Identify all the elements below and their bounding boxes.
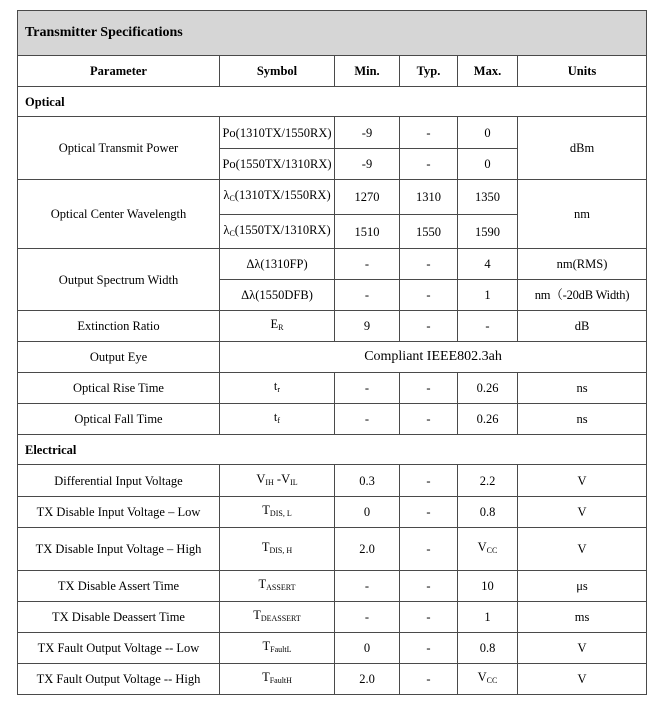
- symbol-cell: $T_{FaultL}$: [220, 633, 335, 664]
- param-cell: Optical Transmit Power: [18, 117, 220, 180]
- min-cell: 9: [335, 311, 400, 342]
- units-cell: V: [518, 664, 647, 695]
- units-cell: nm（-20dB Width): [518, 280, 647, 311]
- table-row: [18, 311, 647, 342]
- max-cell: 1: [458, 280, 518, 311]
- units-cell: V: [518, 465, 647, 497]
- param-cell: Optical Center Wavelength: [18, 180, 220, 249]
- max-cell: 4: [458, 249, 518, 280]
- units-cell: μs: [518, 571, 647, 602]
- table-row: [18, 117, 647, 149]
- min-cell: 0: [335, 497, 400, 528]
- symbol-cell: Po(1310TX/1550RX): [220, 117, 335, 149]
- header-min: Min.: [335, 56, 400, 87]
- typ-cell: -: [400, 465, 458, 497]
- typ-cell: -: [400, 664, 458, 695]
- symbol-cell: Δλ(1550DFB): [220, 280, 335, 311]
- symbol-cell: $V_{IH}$ $-V_{IL}$: [220, 465, 335, 497]
- symbol-cell: $E_R$: [220, 311, 335, 342]
- symbol-cell: $T_{DIS, L}$: [220, 497, 335, 528]
- max-cell: 2.2: [458, 465, 518, 497]
- header-typ: Typ.: [400, 56, 458, 87]
- param-cell: Optical Fall Time: [18, 404, 220, 435]
- units-cell: ns: [518, 404, 647, 435]
- section-optical: Optical: [18, 87, 647, 117]
- table-row: [18, 465, 647, 497]
- table-row: [18, 342, 647, 373]
- min-cell: -: [335, 404, 400, 435]
- header-units: Units: [518, 56, 647, 87]
- header-symbol: Symbol: [220, 56, 335, 87]
- symbol-cell: $T_{FaultH}$: [220, 664, 335, 695]
- units-cell: ms: [518, 602, 647, 633]
- symbol-cell: $\lambda_C(1550TX/1310RX)$: [220, 215, 335, 249]
- max-cell: 0: [458, 149, 518, 180]
- header-parameter: Parameter: [18, 56, 220, 87]
- table-row: [18, 249, 647, 280]
- min-cell: 2.0: [335, 528, 400, 571]
- header-max: Max.: [458, 56, 518, 87]
- max-cell: 0: [458, 117, 518, 149]
- max-cell: 0.26: [458, 373, 518, 404]
- max-cell: 0.8: [458, 497, 518, 528]
- min-cell: -: [335, 571, 400, 602]
- value-cell: Compliant IEEE802.3ah: [220, 342, 647, 373]
- units-cell: ns: [518, 373, 647, 404]
- table-row: [18, 571, 647, 602]
- symbol-cell: $T_{DEASSERT}$: [220, 602, 335, 633]
- symbol-cell: Po(1550TX/1310RX): [220, 149, 335, 180]
- table-row: [18, 180, 647, 215]
- typ-cell: -: [400, 311, 458, 342]
- table-row: [18, 497, 647, 528]
- typ-cell: -: [400, 602, 458, 633]
- min-cell: 0: [335, 633, 400, 664]
- typ-cell: -: [400, 571, 458, 602]
- param-cell: TX Disable Deassert Time: [18, 602, 220, 633]
- symbol-cell: $T_{DIS, H}$: [220, 528, 335, 571]
- typ-cell: 1550: [400, 215, 458, 249]
- min-cell: 1270: [335, 180, 400, 215]
- param-cell: Output Eye: [18, 342, 220, 373]
- header-row: [18, 56, 647, 87]
- table-title: Transmitter Specifications: [18, 11, 647, 56]
- symbol-cell: $t_r$: [220, 373, 335, 404]
- param-cell: TX Disable Assert Time: [18, 571, 220, 602]
- max-cell: 0.26: [458, 404, 518, 435]
- typ-cell: -: [400, 249, 458, 280]
- symbol-cell: Δλ(1310FP): [220, 249, 335, 280]
- min-cell: -: [335, 602, 400, 633]
- max-cell: -: [458, 311, 518, 342]
- max-cell: $V_{CC}$: [458, 664, 518, 695]
- param-cell: Optical Rise Time: [18, 373, 220, 404]
- param-cell: TX Disable Input Voltage – High: [18, 528, 220, 571]
- min-cell: -: [335, 249, 400, 280]
- units-cell: dB: [518, 311, 647, 342]
- max-cell: 1350: [458, 180, 518, 215]
- param-cell: TX Disable Input Voltage – Low: [18, 497, 220, 528]
- table-row: [18, 373, 647, 404]
- max-cell: $V_{CC}$: [458, 528, 518, 571]
- param-cell: Differential Input Voltage: [18, 465, 220, 497]
- typ-cell: -: [400, 117, 458, 149]
- min-cell: 1510: [335, 215, 400, 249]
- typ-cell: -: [400, 373, 458, 404]
- units-cell: V: [518, 528, 647, 571]
- table-row: [18, 664, 647, 695]
- typ-cell: -: [400, 404, 458, 435]
- symbol-cell: $T_{ASSERT}$: [220, 571, 335, 602]
- units-cell: V: [518, 633, 647, 664]
- typ-cell: -: [400, 280, 458, 311]
- typ-cell: 1310: [400, 180, 458, 215]
- units-cell: nm(RMS): [518, 249, 647, 280]
- typ-cell: -: [400, 149, 458, 180]
- param-cell: TX Fault Output Voltage -- Low: [18, 633, 220, 664]
- max-cell: 1: [458, 602, 518, 633]
- typ-cell: -: [400, 497, 458, 528]
- min-cell: -: [335, 280, 400, 311]
- table-row: [18, 528, 647, 571]
- table-row: [18, 633, 647, 664]
- units-cell: dBm: [518, 117, 647, 180]
- table-row: [18, 404, 647, 435]
- min-cell: -: [335, 373, 400, 404]
- section-electrical: Electrical: [18, 435, 647, 465]
- units-cell: V: [518, 497, 647, 528]
- param-cell: Extinction Ratio: [18, 311, 220, 342]
- param-cell: Output Spectrum Width: [18, 249, 220, 311]
- max-cell: 0.8: [458, 633, 518, 664]
- min-cell: -9: [335, 149, 400, 180]
- units-cell: nm: [518, 180, 647, 249]
- typ-cell: -: [400, 528, 458, 571]
- min-cell: -9: [335, 117, 400, 149]
- max-cell: 1590: [458, 215, 518, 249]
- min-cell: 2.0: [335, 664, 400, 695]
- transmitter-specifications-table: [17, 10, 647, 695]
- typ-cell: -: [400, 633, 458, 664]
- symbol-cell: $\lambda_C(1310TX/1550RX)$: [220, 180, 335, 215]
- max-cell: 10: [458, 571, 518, 602]
- table-row: [18, 602, 647, 633]
- symbol-cell: $t_f$: [220, 404, 335, 435]
- param-cell: TX Fault Output Voltage -- High: [18, 664, 220, 695]
- min-cell: 0.3: [335, 465, 400, 497]
